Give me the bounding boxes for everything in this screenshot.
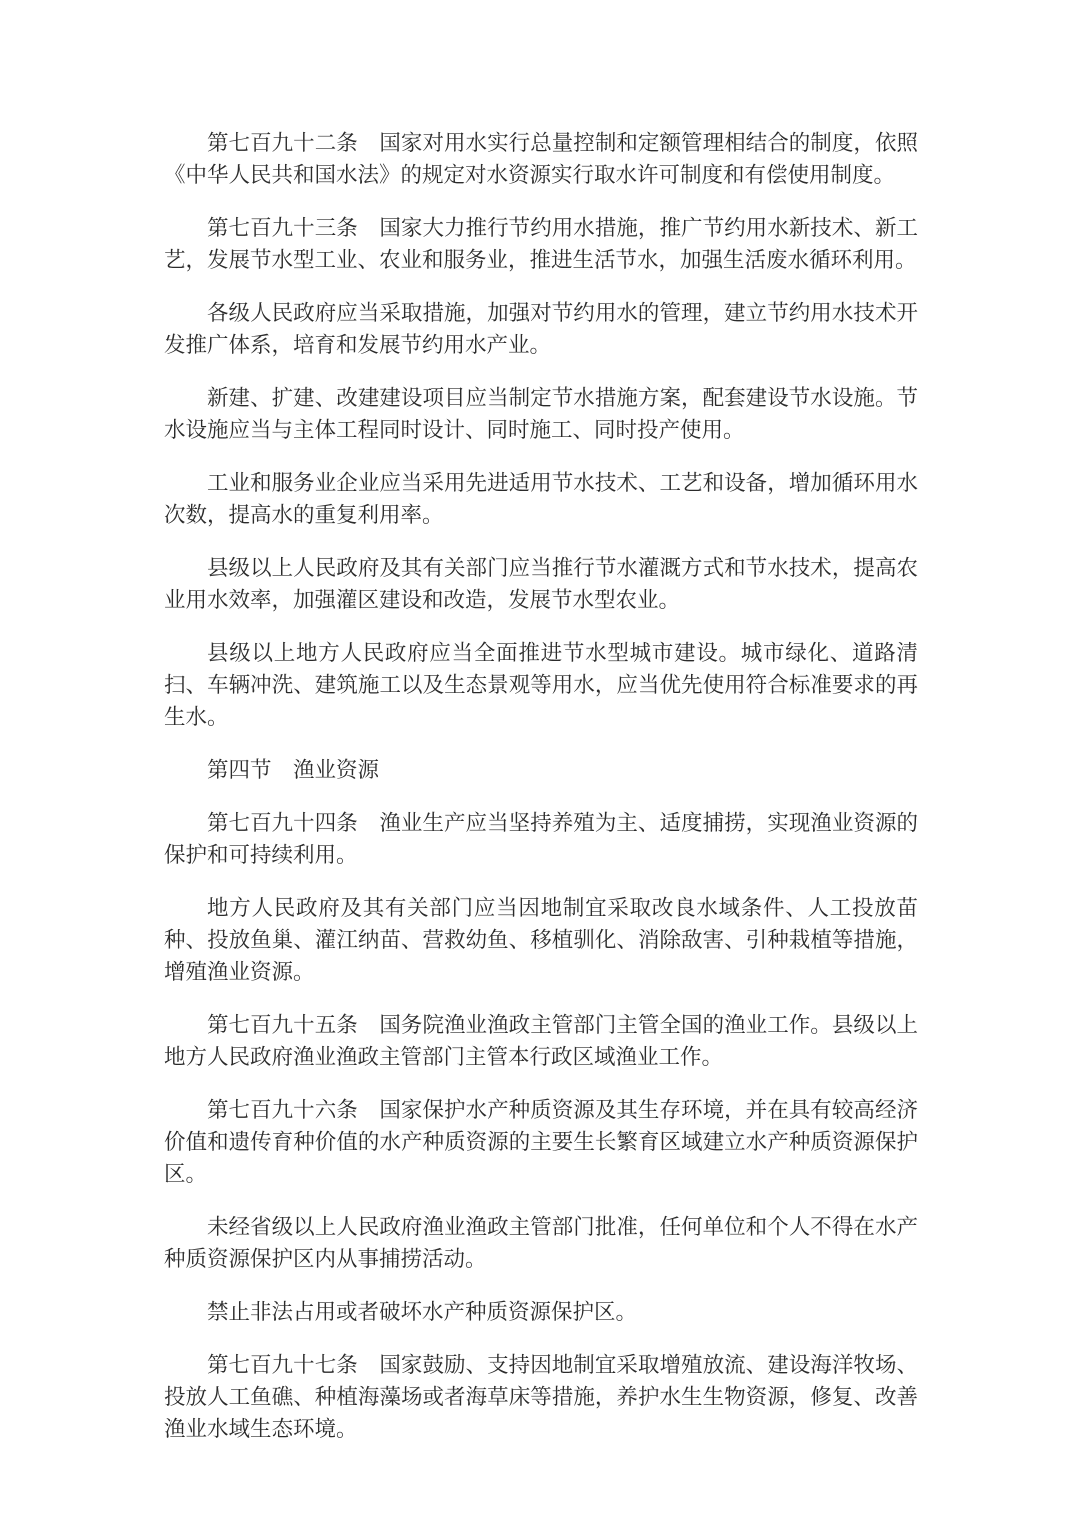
document-body <box>164 128 918 1467</box>
article-797-paragraph: 第七百九十七条 国家鼓励、支持因地制宜采取增殖放流、建设海洋牧场、投放人工鱼礁、种植海藻场或者海草床等措施，养护水生生物资源，修复、改善渔业水域生态环境。 <box>164 1353 918 1442</box>
article-793-clause-2: 各级人民政府应当采取措施，加强对节约用水的管理，建立节约用水技术开发推广体系，培育和发展节约用水产业。 <box>164 301 918 358</box>
article-794-paragraph: 第七百九十四条 渔业生产应当坚持养殖为主、适度捕捞，实现渔业资源的保护和可持续利用。 <box>164 811 918 868</box>
article-796-clause-3: 禁止非法占用或者破坏水产种质资源保护区。 <box>207 1300 638 1325</box>
article-793-paragraph: 第七百九十三条 国家大力推行节约用水措施，推广节约用水新技术、新工艺，发展节水型工业、农业和服务业，推进生活节水，加强生活废水循环利用。 <box>164 216 918 273</box>
article-796-paragraph: 第七百九十六条 国家保护水产种质资源及其生存环境，并在具有较高经济价值和遗传育种价值的水产种质资源的主要生长繁育区域建立水产种质资源保护区。 <box>164 1098 918 1187</box>
article-792-paragraph: 第七百九十二条 国家对用水实行总量控制和定额管理相结合的制度，依照《中华人民共和国水法》的规定对水资源实行取水许可制度和有偿使用制度。 <box>164 131 918 188</box>
article-793-clause-5: 县级以上人民政府及其有关部门应当推行节水灌溉方式和节水技术，提高农业用水效率，加强灌区建设和改造，发展节水型农业。 <box>164 556 918 613</box>
article-793-clause-6: 县级以上地方人民政府应当全面推进节水型城市建设。城市绿化、道路清扫、车辆冲洗、建筑施工以及生态景观等用水，应当优先使用符合标准要求的再生水。 <box>164 641 918 730</box>
article-793-clause-3: 新建、扩建、改建建设项目应当制定节水措施方案，配套建设节水设施。节水设施应当与主体工程同时设计、同时施工、同时投产使用。 <box>164 386 918 443</box>
article-795-paragraph: 第七百九十五条 国务院渔业渔政主管部门主管全国的渔业工作。县级以上地方人民政府渔业渔政主管部门主管本行政区域渔业工作。 <box>164 1013 918 1070</box>
section-heading: 第四节 渔业资源 <box>207 758 380 783</box>
article-796-clause-2: 未经省级以上人民政府渔业渔政主管部门批准，任何单位和个人不得在水产种质资源保护区内从事捕捞活动。 <box>164 1215 918 1272</box>
article-793-clause-4: 工业和服务业企业应当采用先进适用节水技术、工艺和设备，增加循环用水次数，提高水的重复利用率。 <box>164 471 918 528</box>
article-794-clause-2: 地方人民政府及其有关部门应当因地制宜采取改良水域条件、人工投放苗种、投放鱼巢、灌江纳苗、营救幼鱼、移植驯化、消除敌害、引种栽植等措施，增殖渔业资源。 <box>164 896 918 985</box>
